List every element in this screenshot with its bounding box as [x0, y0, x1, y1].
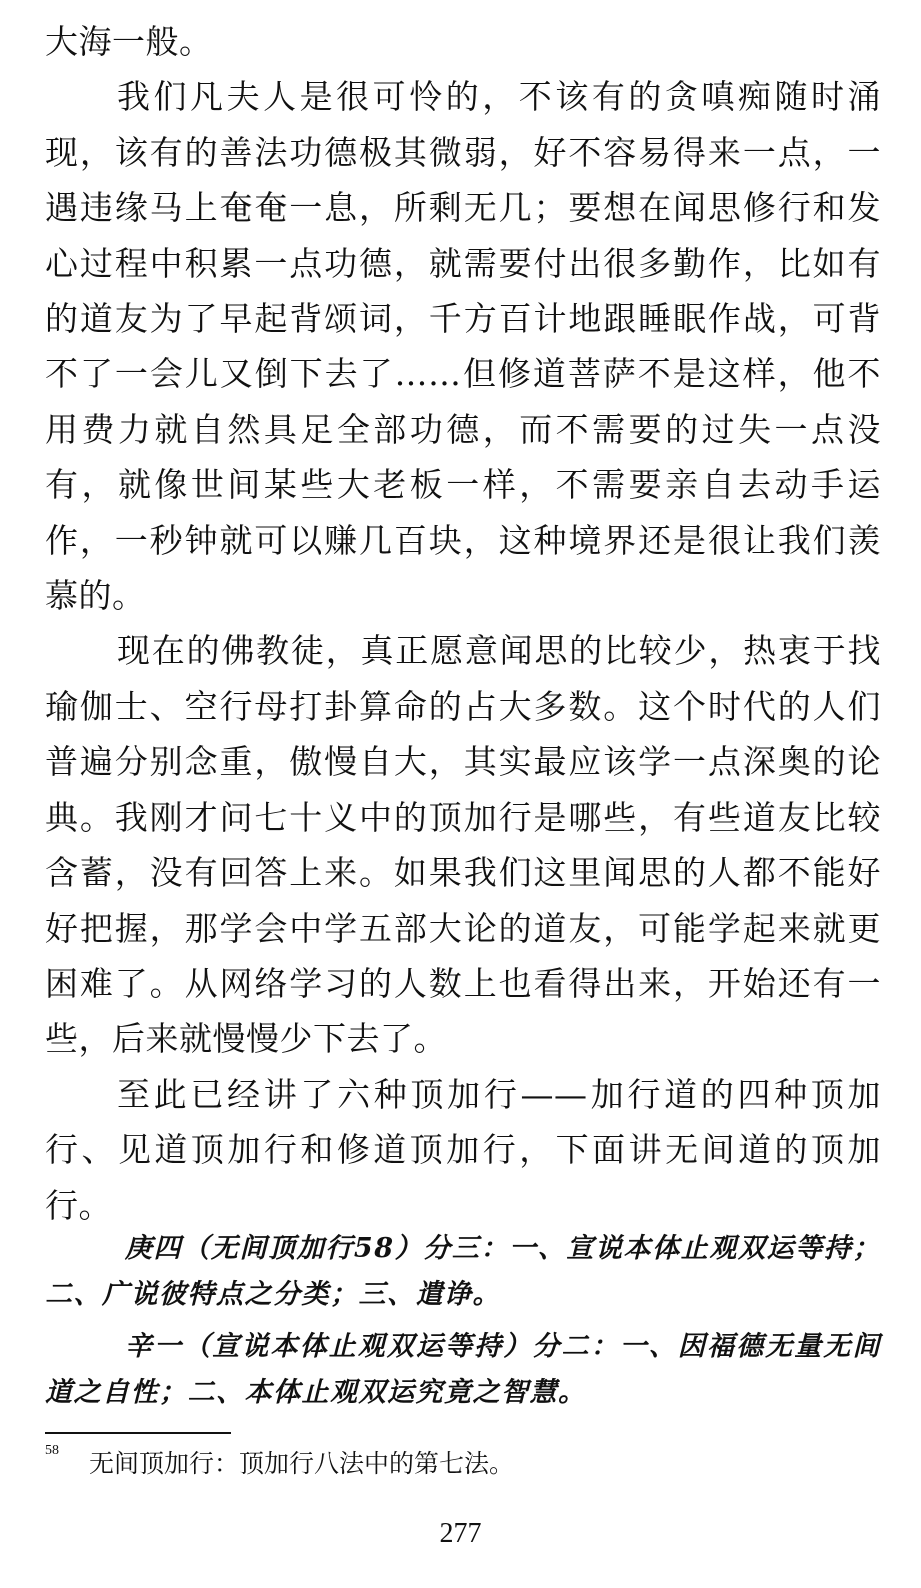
footnote-number: 58 — [45, 1443, 59, 1458]
section-heading-geng4: 庚四（无间顶加行58）分三：一、宣说本体止观双运等持；二、广说彼特点之分类；三、遣诤。 — [45, 1233, 881, 1310]
paragraph-six-peak-applications: 至此已经讲了六种顶加行——加行道的四种顶加行、见道顶加行和修道顶加行，下面讲无间道的顶加行。 — [45, 1074, 881, 1225]
section-heading-xin1: 辛一（宣说本体止观双运等持）分二：一、因福德无量无间道之自性；二、本体止观双运究竟之智慧。 — [45, 1331, 881, 1408]
paragraph-buddhists-today: 现在的佛教徒，真正愿意闻思的比较少，热衷于找瑜伽士、空行母打卦算命的占大多数。这个时代的人们普遍分别念重，傲慢自大，其实最应该学一点深奥的论典。我刚才问七十义中的顶加行是哪些，有些道友比较含蓄，没有回答上来。如果我们这里闻思的人都不能好好把握，那学会中学五部大论的道友，可能学起来就更困难了。从网络学习的人数上也看得出来，开始还有一些，后来就慢慢少下去了。 — [45, 631, 881, 1059]
paragraph-continuation: 大海一般。 — [45, 22, 213, 61]
outline-headings — [45, 1226, 881, 1422]
main-text — [45, 14, 881, 1233]
footnote-divider — [45, 1432, 231, 1434]
page-number: 277 — [439, 1518, 482, 1549]
footnote-text: 无间顶加行：顶加行八法中的第七法。 — [89, 1449, 515, 1478]
paragraph-ordinary-beings: 我们凡夫人是很可怜的，不该有的贪嗔痴随时涌现，该有的善法功德极其微弱，好不容易得来一点，一遇违缘马上奄奄一息，所剩无几；要想在闻思修行和发心过程中积累一点功德，就需要付出很多勤作，比如有的道友为了早起背颂词，千方百计地跟睡眠作战，可背不了一会儿又倒下去了……但修道菩萨不是这样，他不用费力就自然具足全部功德，而不需要的过失一点没有，就像世间某些大老板一样，不需要亲自去动手运作，一秒钟就可以赚几百块，这种境界还是很让我们羡慕的。 — [45, 77, 881, 616]
